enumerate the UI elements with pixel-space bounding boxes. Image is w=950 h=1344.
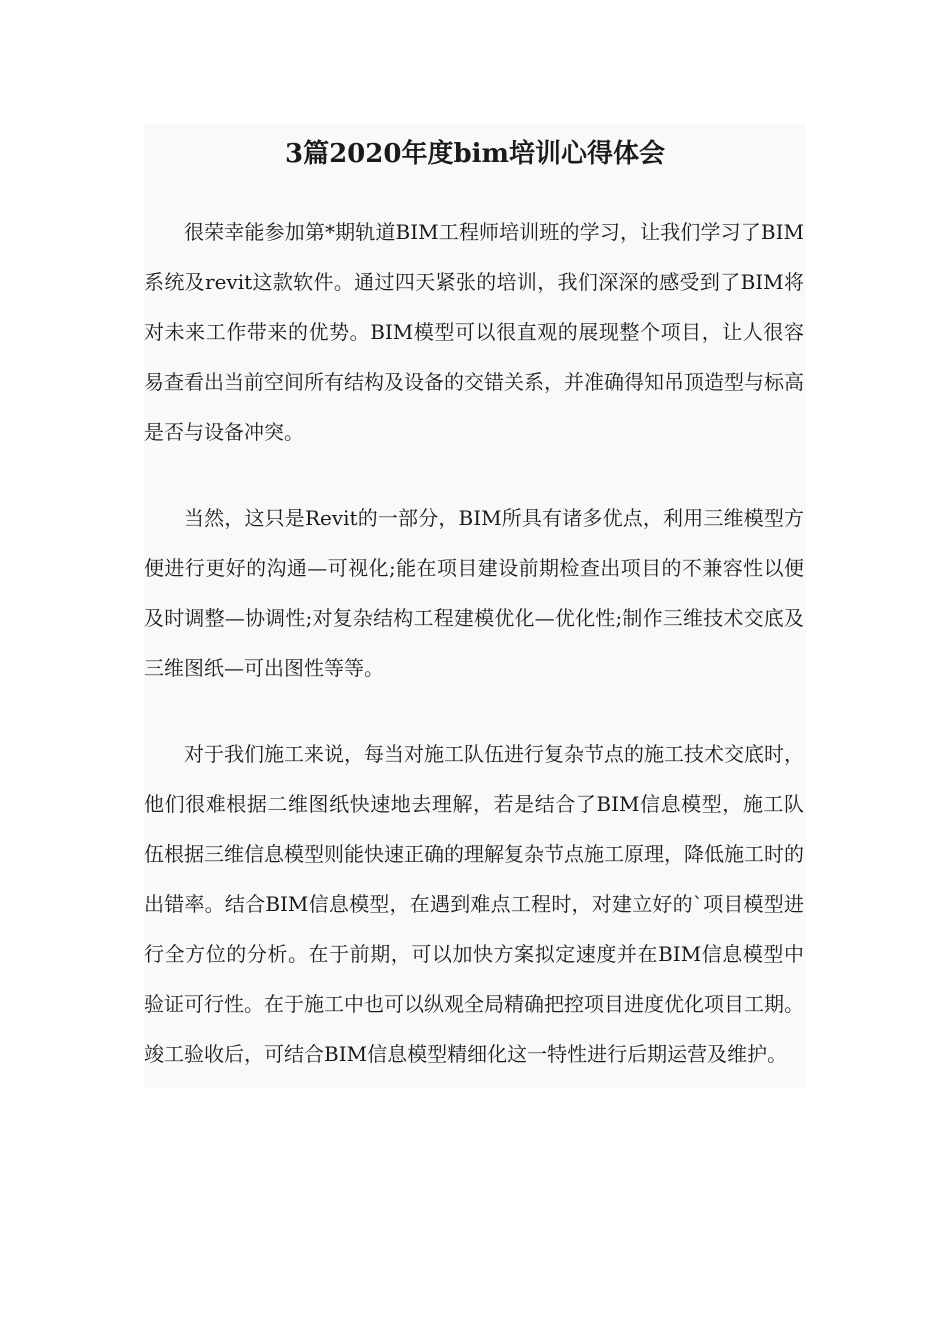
paragraph-1: 很荣幸能参加第*期轨道BIM工程师培训班的学习，让我们学习了BIM系统及revit这款软件。通过四天紧张的培训，我们深深的感受到了BIM将对未来工作带来的优势。BIM模型可以很直观的展现整个项目，让人很容易查看出当前空间所有结构及设备的交错关系，并准确得知吊顶造型与标高是否与设备冲突。 (144, 220, 804, 444)
document-page (144, 124, 806, 1088)
paragraph-2: 当然，这只是Revit的一部分，BIM所具有诸多优点，利用三维模型方便进行更好的沟通—可视化;能在项目建设前期检查出项目的不兼容性以便及时调整—协调性;对复杂结构工程建模优化—优化性;制作三维技术交底及三维图纸—可出图性等等。 (144, 506, 804, 680)
paragraph-3: 对于我们施工来说，每当对施工队伍进行复杂节点的施工技术交底时，他们很难根据二维图纸快速地去理解，若是结合了BIM信息模型，施工队伍根据三维信息模型则能快速正确的理解复杂节点施工原理，降低施工时的出错率。结合BIM信息模型，在遇到难点工程时，对建立好的`项目模型进行全方位的分析。在于前期，可以加快方案拟定速度并在BIM信息模型中验证可行性。在于施工中也可以纵观全局精确把控项目进度优化项目工期。竣工验收后，可结合BIM信息模型精细化这一特性进行后期运营及维护。 (144, 742, 804, 1066)
document-title: 3篇2020年度bim培训心得体会 (284, 139, 666, 169)
